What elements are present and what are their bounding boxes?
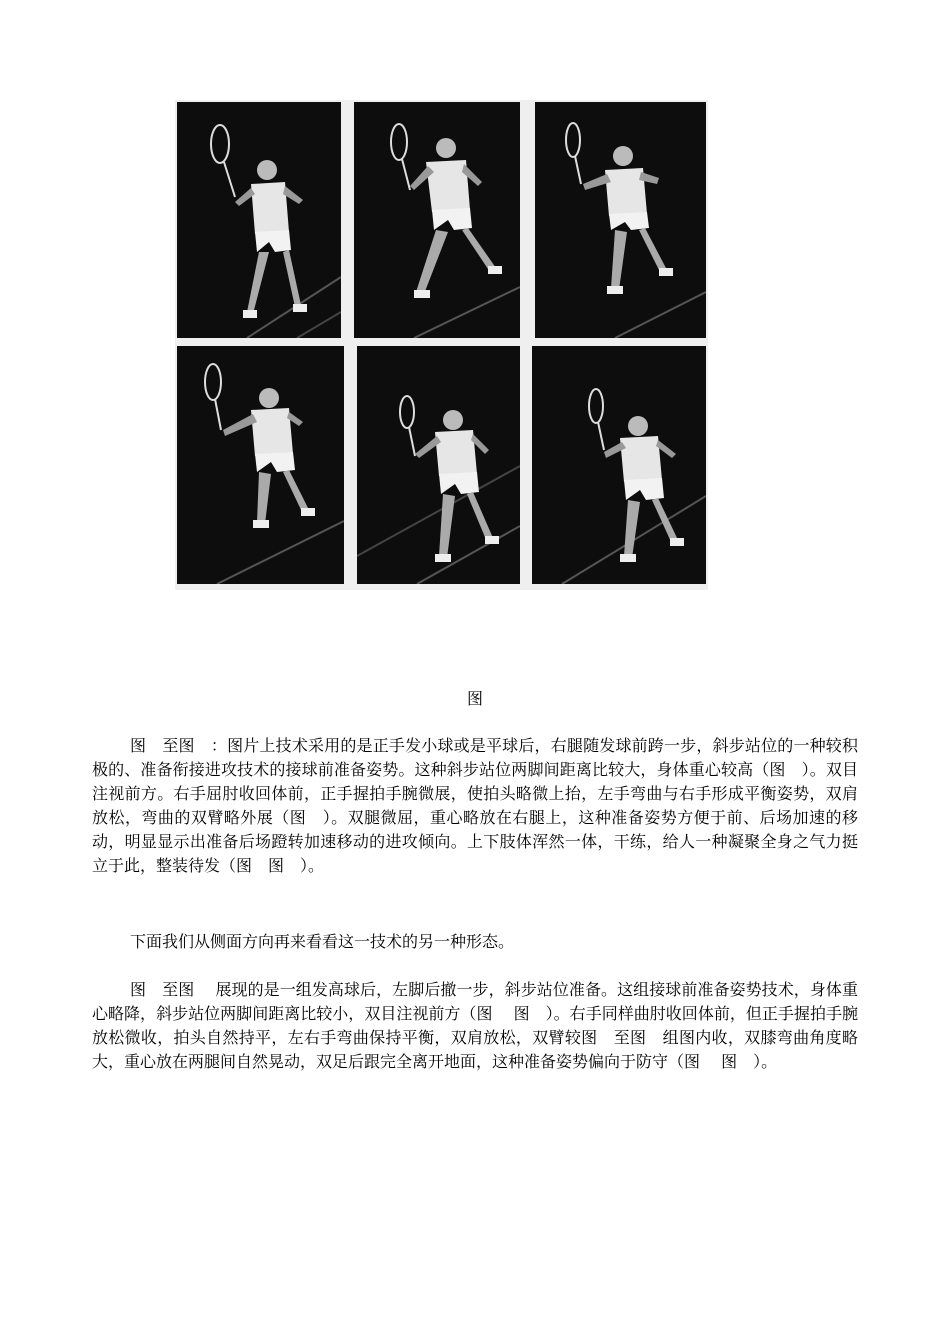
paragraph-3: 图 至图 展现的是一组发高球后，左脚后撤一步，斜步站位准备。这组接球前准备姿势技术，身体重心略降，斜步站位两脚间距离比较小，双目注视前方（图 图 ）。右手同样曲肘收回体前，但正手握拍手腕放松微收，拍头自然持平，左右手弯曲保持平衡，双肩放松，双臂较图 至图 组图内收，双膝弯曲角度略大，重心放在两腿间自然晃动，双足后跟完全离开地面，这种准备姿势偏向于防守（图 图 ）。: [92, 980, 858, 1071]
player-photo-icon: [535, 102, 706, 338]
photo-figure: [175, 100, 708, 590]
figure-caption: 图: [466, 689, 483, 708]
photo-panel-2: [354, 102, 520, 338]
player-photo-icon: [177, 102, 341, 338]
photo-panel-6: [532, 346, 706, 584]
photo-panel-4: [177, 346, 344, 584]
player-photo-icon: [532, 346, 706, 584]
player-photo-icon: [177, 346, 344, 584]
paragraph-1: 图 至图 ：图片上技术采用的是正手发小球或是平球后，右腿随发球前跨一步，斜步站位的一种较积极的、准备衔接进攻技术的接球前准备姿势。这种斜步站位两脚间距离比较大，身体重心较高（图 ）。双目注视前方。右手屈肘收回体前，正手握拍手腕微展，使拍头略微上抬，左手弯曲与右手形成平衡姿势，双肩放松，弯曲的双臂略外展（图 ）。双腿微屈，重心略放在右腿上，这种准备姿势方便于前、后场加速的移动，明显显示出准备后场蹬转加速移动的进攻倾向。上下肢体浑然一体，干练，给人一种凝聚全身之气力挺立于此，整装待发（图 图 ）。: [92, 736, 858, 875]
player-photo-icon: [354, 102, 520, 338]
photo-panel-5: [357, 346, 520, 584]
player-photo-icon: [357, 346, 520, 584]
photo-panel-3: [535, 102, 706, 338]
paragraph-2: 下面我们从侧面方向再来看看这一技术的另一种形态。: [130, 932, 515, 951]
photo-panel-1: [177, 102, 341, 338]
